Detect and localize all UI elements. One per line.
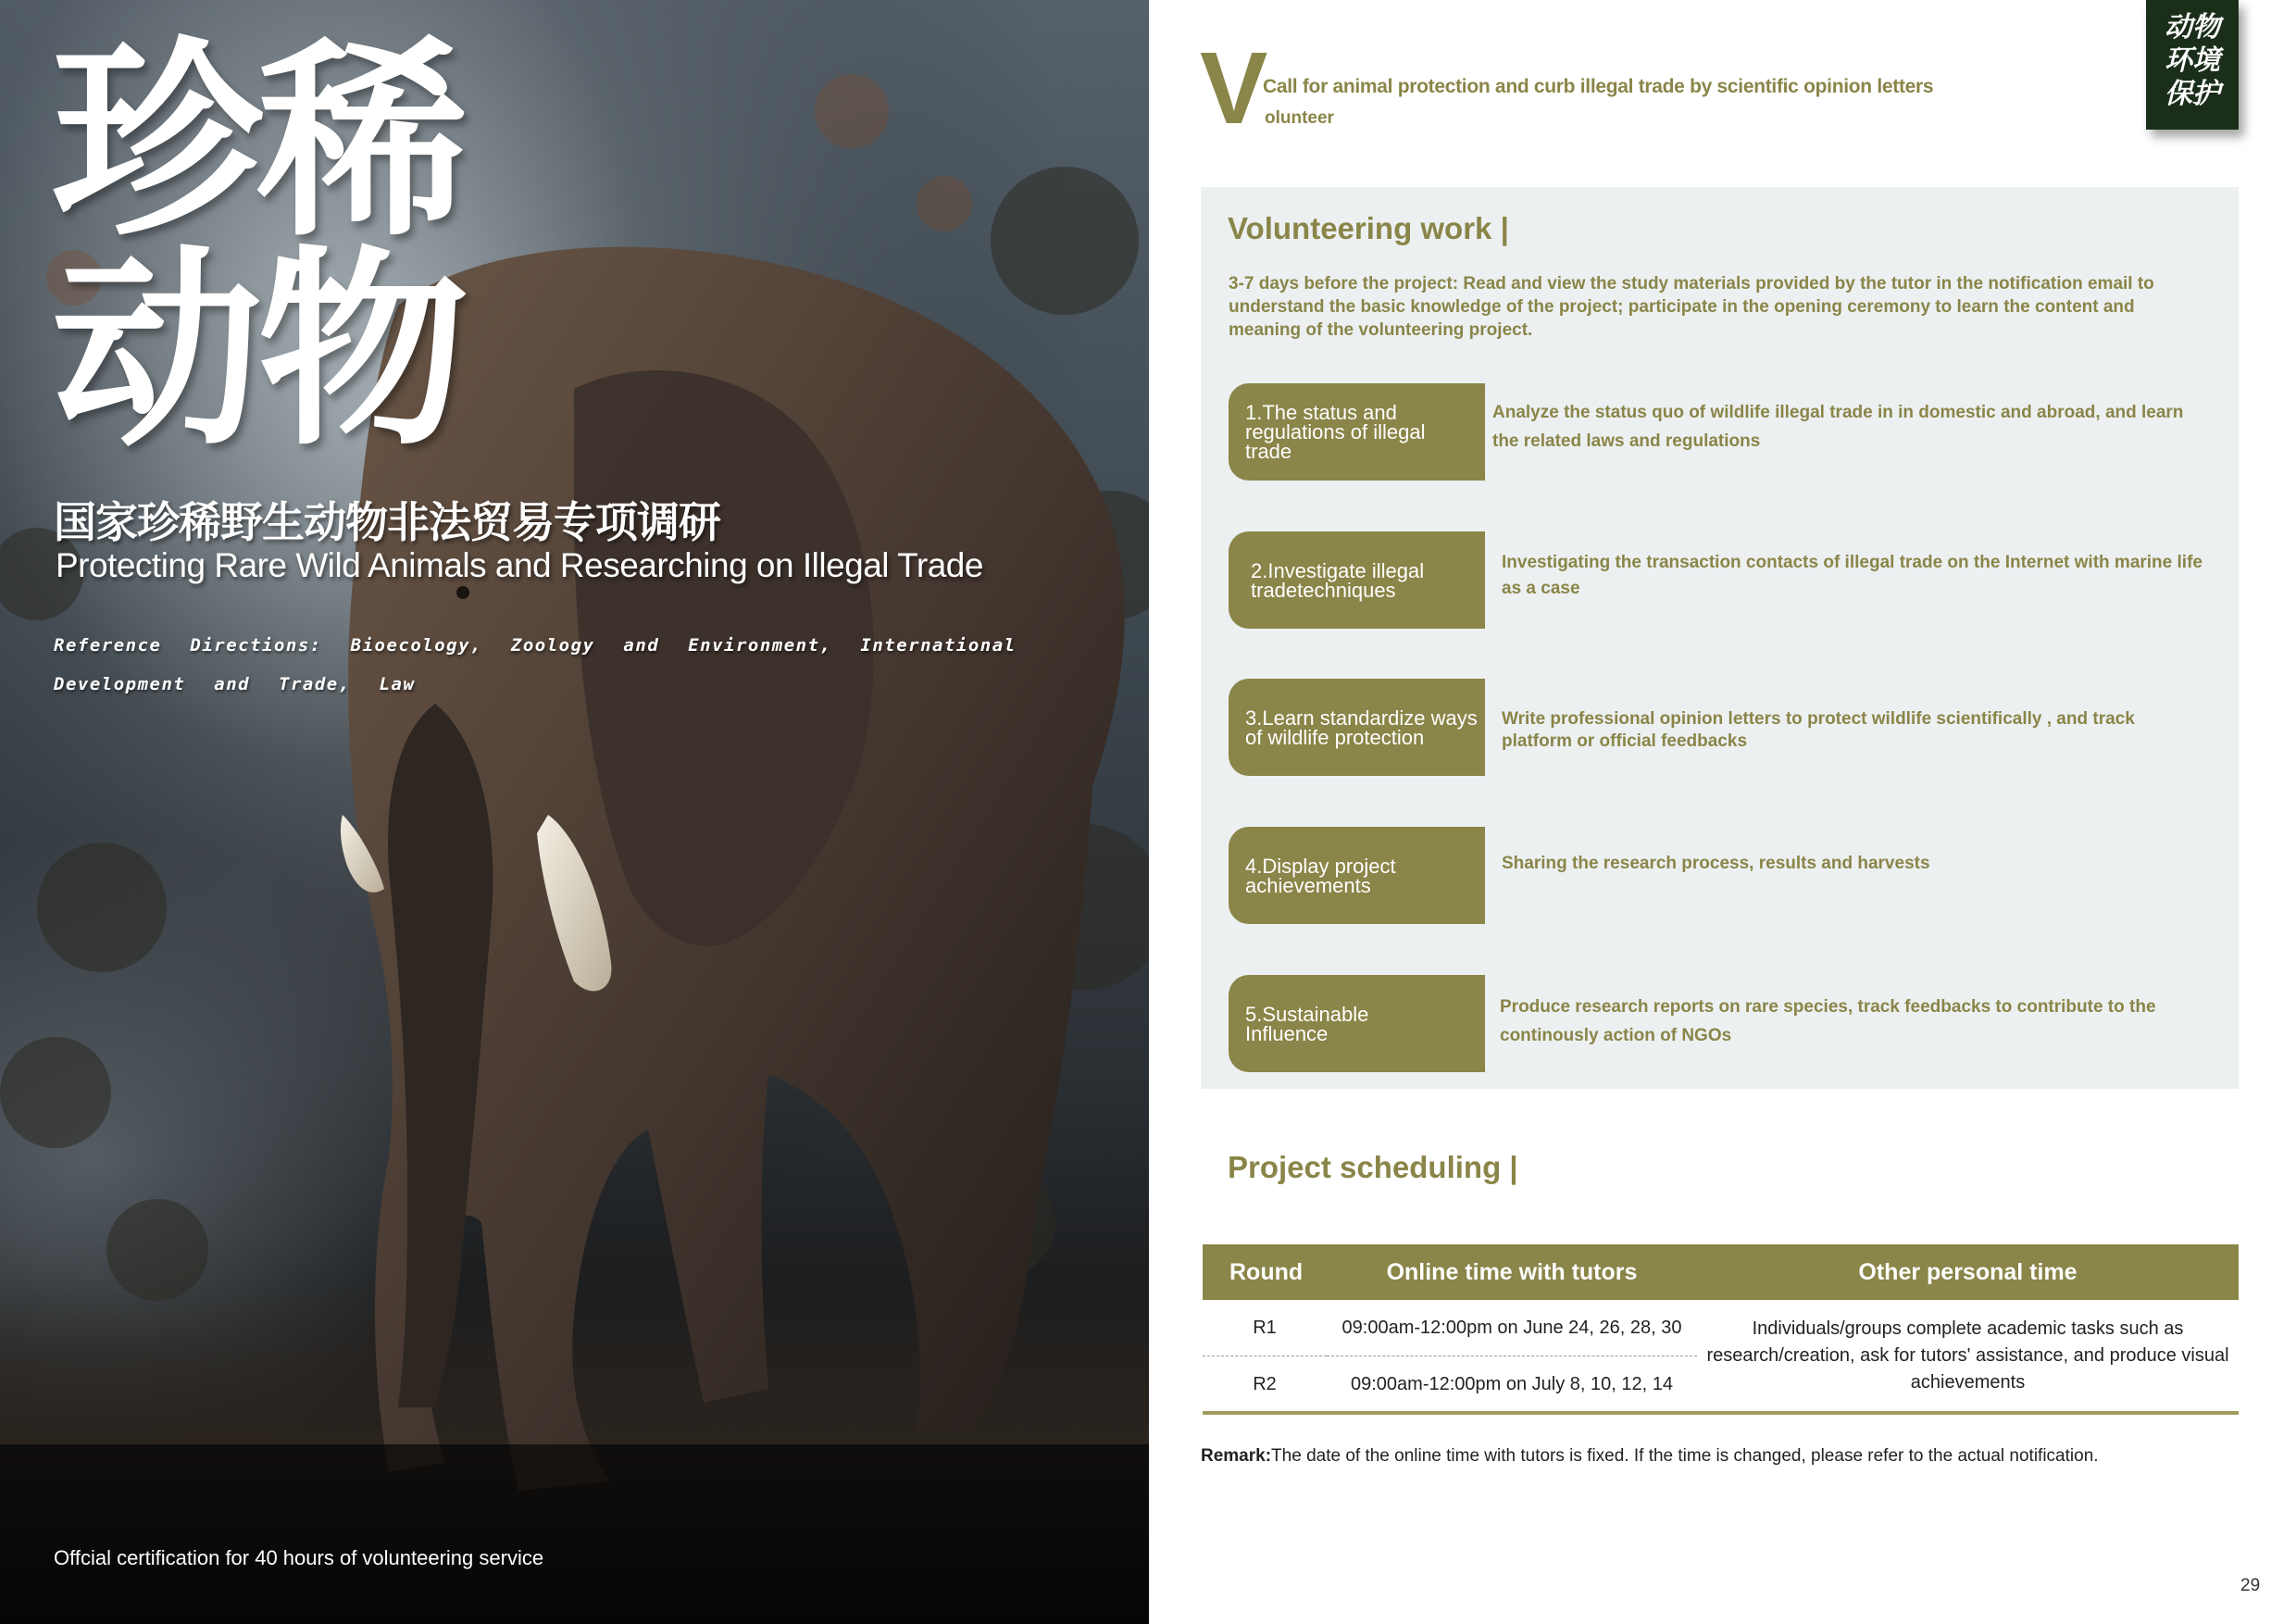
page-number: 29 — [2240, 1576, 2261, 1595]
certification-note: Offcial certification for 40 hours of volunteering service — [54, 1546, 544, 1569]
round-cell: R2 — [1253, 1373, 1277, 1394]
schedule-table — [1203, 1244, 2239, 1412]
time-cell: 09:00am-12:00pm on June 24, 26, 28, 30 — [1327, 1300, 1697, 1356]
badge-line2: 环境 — [2165, 44, 2220, 77]
table-bottom-rule — [1203, 1411, 2239, 1415]
badge-line1: 动物 — [2165, 11, 2220, 44]
table-row — [1203, 1300, 2239, 1356]
scheduling-title: Project scheduling | — [1228, 1150, 1518, 1184]
header-category: olunteer — [1265, 108, 1334, 128]
remark-label: Remark: — [1201, 1446, 1272, 1466]
cover-title-line2: 动物 — [52, 228, 463, 474]
badge-line3: 保护 — [2165, 78, 2220, 110]
cover-title-line1: 珍稀 — [52, 19, 463, 265]
header-other-time: Other personal time — [1697, 1244, 2239, 1300]
cover-english-subtitle: Protecting Rare Wild Animals and Researching on Illegal Trade — [56, 546, 983, 584]
time-cell: 09:00am-12:00pm on July 8, 10, 12, 14 — [1350, 1373, 1673, 1394]
step-3-label: 3.Learn standardize ways of wildlife protection — [1229, 679, 1485, 776]
step-4-description: Sharing the research process, results and harvests — [1502, 854, 1930, 873]
volunteering-title: Volunteering work | — [1228, 211, 1509, 245]
header-online-time: Online time with tutors — [1327, 1244, 1697, 1300]
remark — [1201, 1446, 2099, 1467]
step-3-description: Write professional opinion letters to protect wildlife scientifically , and track platform or official feedbacks — [1502, 709, 2135, 751]
reference-directions: Reference Directions: Bioecology, Zoology and Environment, International Development and Trade, Law — [54, 635, 1017, 694]
round-cell: R1 — [1203, 1300, 1327, 1356]
step-2-label: 2.Investigate illegal tradetechniques — [1229, 531, 1485, 629]
header-tagline: Call for animal protection and curb illegal trade by scientific opinion letters — [1263, 76, 1934, 97]
step-4-label: 4.Display project achievements — [1229, 827, 1485, 924]
header-round: Round — [1203, 1244, 1327, 1300]
topic-badge — [2146, 0, 2239, 130]
header-initial-letter: V — [1200, 31, 1268, 145]
step-5-description: Produce research reports on rare species, track feedbacks to contribute to the continously action of NGOs — [1500, 997, 2156, 1045]
step-1-label: 1.The status and regulations of illegal trade — [1229, 383, 1485, 481]
volunteering-intro: 3-7 days before the project: Read and view the study materials provided by the tutor in the notification email to understand the basic knowledge of the project; participate in the opening ceremony to learn the content and meaning of the volunteering project. — [1229, 274, 2154, 340]
other-personal-time-cell: Individuals/groups complete academic tasks such as research/creation, ask for tutors' assistance, and produce visual achievements — [1706, 1318, 2229, 1393]
step-5-label: 5.Sustainable Influence — [1229, 975, 1485, 1072]
remark-text: The date of the online time with tutors is fixed. If the time is changed, please refer to the actual notification. — [1271, 1446, 2099, 1466]
step-2-description: Investigating the transaction contacts of illegal trade on the Internet with marine life as a case — [1502, 553, 2202, 598]
cover-title — [52, 19, 463, 474]
cover-chinese-subtitle: 国家珍稀野生动物非法贸易专项调研 — [54, 497, 720, 547]
step-1-description: Analyze the status quo of wildlife illegal trade in in domestic and abroad, and learn the related laws and regulations — [1492, 403, 2184, 451]
schedule-header-row — [1203, 1244, 2239, 1300]
